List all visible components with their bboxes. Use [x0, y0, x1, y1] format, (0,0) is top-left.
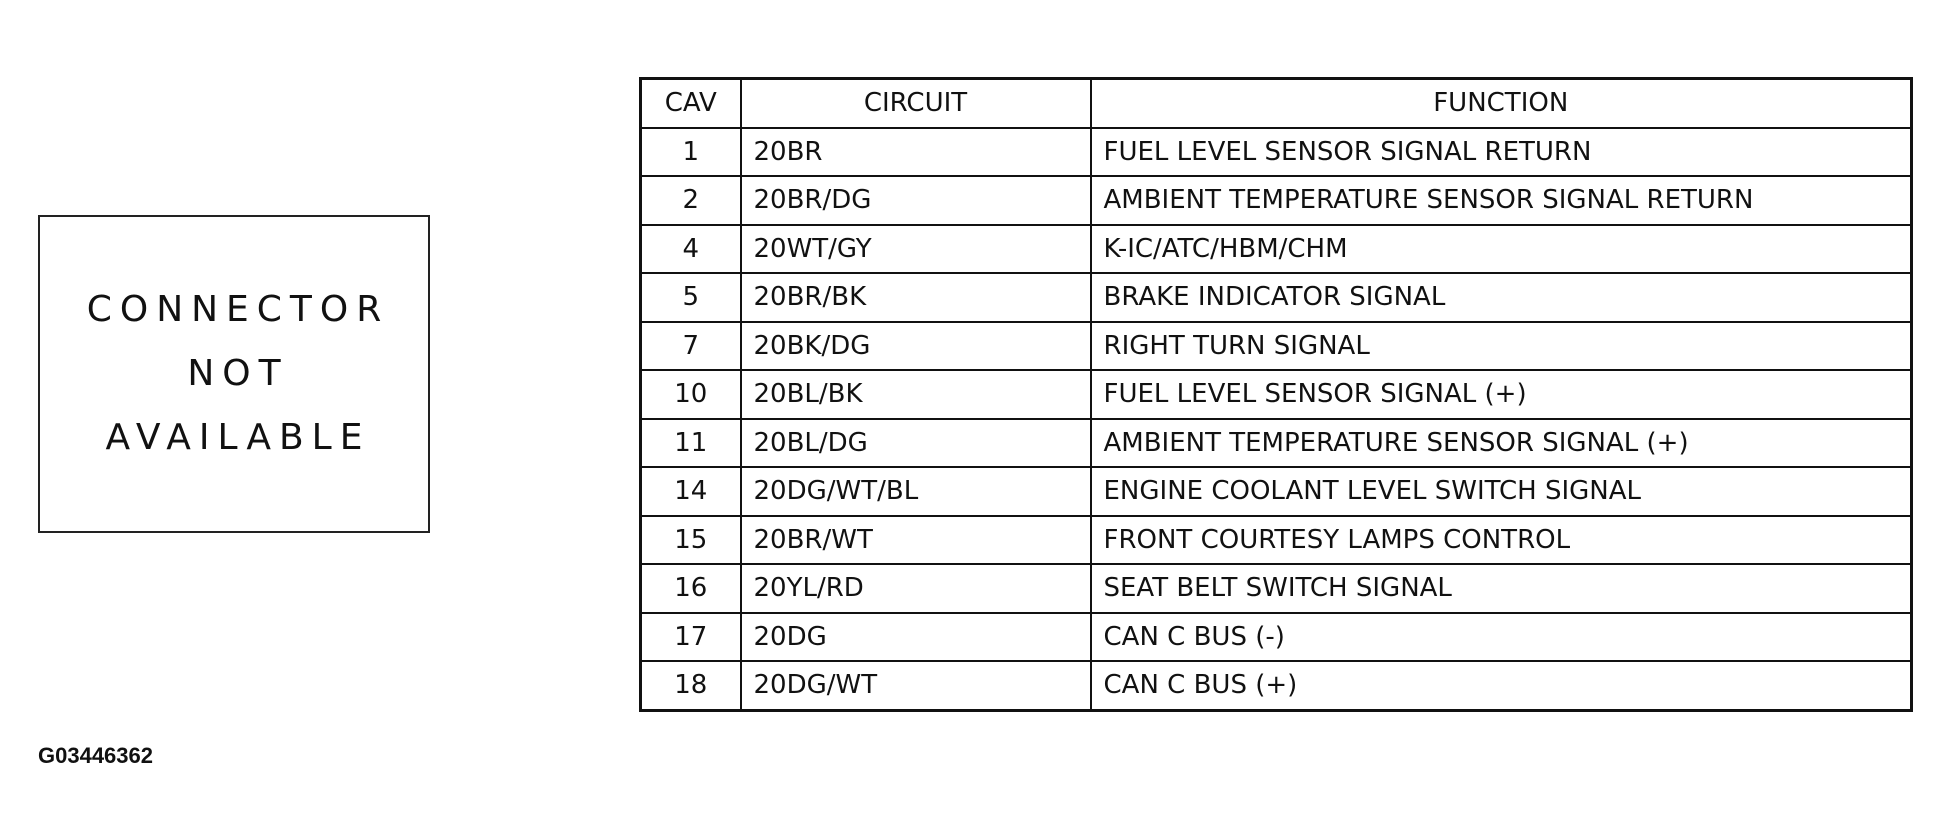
header-circuit: CIRCUIT: [741, 79, 1091, 128]
function-cell: RIGHT TURN SIGNAL: [1091, 322, 1912, 371]
function-cell: CAN C BUS (+): [1091, 661, 1912, 710]
function-cell: FUEL LEVEL SENSOR SIGNAL (+): [1091, 370, 1912, 419]
circuit-cell: 20BR: [741, 128, 1091, 177]
cav-cell: 1: [641, 128, 741, 177]
pinout-table: [639, 77, 1913, 712]
circuit-cell: 20BL/DG: [741, 419, 1091, 468]
table-row: [641, 516, 1912, 565]
cav-cell: 11: [641, 419, 741, 468]
function-cell: SEAT BELT SWITCH SIGNAL: [1091, 564, 1912, 613]
table-row: [641, 128, 1912, 177]
function-cell: FRONT COURTESY LAMPS CONTROL: [1091, 516, 1912, 565]
cav-cell: 15: [641, 516, 741, 565]
circuit-cell: 20BR/DG: [741, 176, 1091, 225]
header-function: FUNCTION: [1091, 79, 1912, 128]
connector-label-line-1: CONNECTOR: [86, 289, 390, 330]
circuit-cell: 20BK/DG: [741, 322, 1091, 371]
table-row: [641, 613, 1912, 662]
cav-cell: 16: [641, 564, 741, 613]
circuit-cell: 20BR/WT: [741, 516, 1091, 565]
function-cell: K-IC/ATC/HBM/CHM: [1091, 225, 1912, 274]
connector-not-available-box: [38, 215, 430, 533]
cav-cell: 14: [641, 467, 741, 516]
cav-cell: 2: [641, 176, 741, 225]
cav-cell: 4: [641, 225, 741, 274]
function-cell: ENGINE COOLANT LEVEL SWITCH SIGNAL: [1091, 467, 1912, 516]
circuit-cell: 20DG: [741, 613, 1091, 662]
circuit-cell: 20DG/WT: [741, 661, 1091, 710]
circuit-cell: 20WT/GY: [741, 225, 1091, 274]
cav-cell: 5: [641, 273, 741, 322]
table-header-row: [641, 79, 1912, 128]
table-row: [641, 370, 1912, 419]
connector-label-line-2: NOT: [187, 353, 289, 394]
table-row: [641, 564, 1912, 613]
table-row: [641, 176, 1912, 225]
table-row: [641, 225, 1912, 274]
circuit-cell: 20YL/RD: [741, 564, 1091, 613]
connector-label-line-3: AVAILABLE: [105, 417, 371, 458]
function-cell: CAN C BUS (-): [1091, 613, 1912, 662]
circuit-cell: 20DG/WT/BL: [741, 467, 1091, 516]
circuit-cell: 20BR/BK: [741, 273, 1091, 322]
cav-cell: 10: [641, 370, 741, 419]
function-cell: AMBIENT TEMPERATURE SENSOR SIGNAL RETURN: [1091, 176, 1912, 225]
table-row: [641, 467, 1912, 516]
header-cav: CAV: [641, 79, 741, 128]
pinout-table-body: [641, 128, 1912, 711]
cav-cell: 17: [641, 613, 741, 662]
cav-cell: 18: [641, 661, 741, 710]
figure-id-label: G03446362: [38, 743, 153, 768]
circuit-cell: 20BL/BK: [741, 370, 1091, 419]
table-row: [641, 273, 1912, 322]
table-row: [641, 322, 1912, 371]
table-row: [641, 419, 1912, 468]
function-cell: FUEL LEVEL SENSOR SIGNAL RETURN: [1091, 128, 1912, 177]
table-row: [641, 661, 1912, 710]
function-cell: BRAKE INDICATOR SIGNAL: [1091, 273, 1912, 322]
cav-cell: 7: [641, 322, 741, 371]
function-cell: AMBIENT TEMPERATURE SENSOR SIGNAL (+): [1091, 419, 1912, 468]
